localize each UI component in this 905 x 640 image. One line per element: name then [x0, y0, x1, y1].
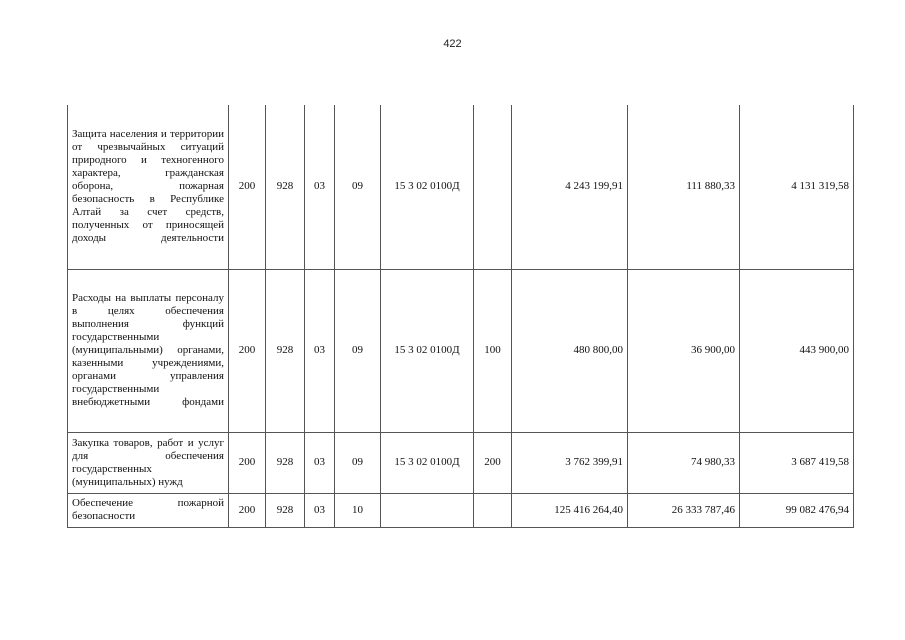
row-amount3: 443 900,00: [740, 269, 854, 432]
row-target: 15 3 02 0100Д: [381, 105, 474, 269]
row-amount2: 111 880,33: [628, 105, 740, 269]
row-code1: 200: [229, 269, 266, 432]
table-row: [68, 432, 854, 493]
row-amount2: 36 900,00: [628, 269, 740, 432]
table-row: [68, 269, 854, 432]
row-section: 03: [305, 432, 335, 493]
table-row: [68, 105, 854, 269]
row-description: Обеспечение пожарной безопасности: [68, 493, 229, 527]
row-amount3: 99 082 476,94: [740, 493, 854, 527]
row-section: 03: [305, 493, 335, 527]
row-amount1: 480 800,00: [512, 269, 628, 432]
row-amount2: 74 980,33: [628, 432, 740, 493]
row-code2: 928: [266, 432, 305, 493]
row-target: [381, 493, 474, 527]
row-code1: 200: [229, 105, 266, 269]
row-description: Защита населения и территории от чрезвычайных ситуаций природного и техногенного характера, гражданская оборона, пожарная безопасность в Республике Алтай за счет средств, полученных от приносящей доходы деятельности: [68, 105, 229, 269]
row-amount1: 4 243 199,91: [512, 105, 628, 269]
row-expense-type: 200: [474, 432, 512, 493]
row-amount1: 3 762 399,91: [512, 432, 628, 493]
row-subsection: 10: [335, 493, 381, 527]
row-amount3: 4 131 319,58: [740, 105, 854, 269]
row-description: Закупка товаров, работ и услуг для обеспечения государственных (муниципальных) нужд: [68, 432, 229, 493]
row-target: 15 3 02 0100Д: [381, 432, 474, 493]
row-subsection: 09: [335, 105, 381, 269]
row-expense-type: [474, 493, 512, 527]
row-expense-type: 100: [474, 269, 512, 432]
row-target: 15 3 02 0100Д: [381, 269, 474, 432]
row-subsection: 09: [335, 432, 381, 493]
table-row: [68, 493, 854, 527]
row-code1: 200: [229, 432, 266, 493]
row-expense-type: [474, 105, 512, 269]
row-code2: 928: [266, 269, 305, 432]
row-amount2: 26 333 787,46: [628, 493, 740, 527]
page-number: 422: [443, 38, 462, 50]
row-section: 03: [305, 105, 335, 269]
row-code1: 200: [229, 493, 266, 527]
row-description: Расходы на выплаты персоналу в целях обеспечения выполнения функций государственными (муниципальными) органами, казенными учреждениями, органами управления государственными внебюджетными фондами: [68, 269, 229, 432]
row-amount1: 125 416 264,40: [512, 493, 628, 527]
row-section: 03: [305, 269, 335, 432]
row-subsection: 09: [335, 269, 381, 432]
budget-table: [67, 105, 854, 528]
row-amount3: 3 687 419,58: [740, 432, 854, 493]
row-code2: 928: [266, 493, 305, 527]
row-code2: 928: [266, 105, 305, 269]
